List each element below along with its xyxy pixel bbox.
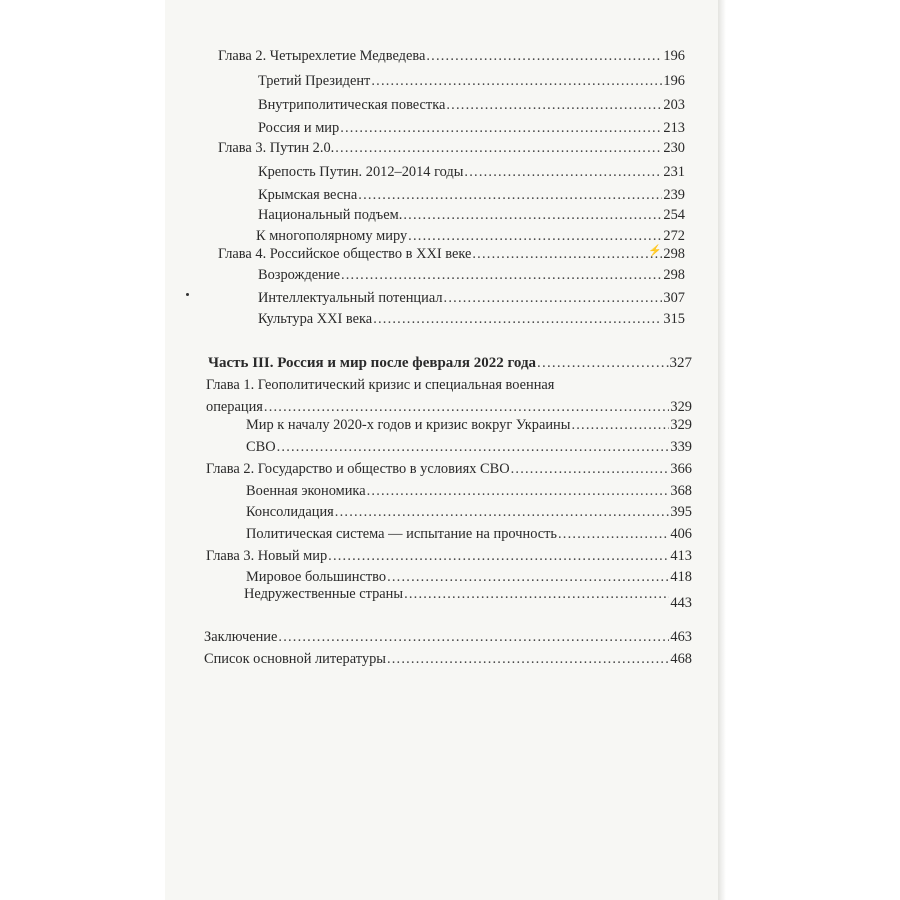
toc-entry-title: Крымская весна xyxy=(258,187,358,203)
toc-entry-title: Список основной литературы xyxy=(204,651,386,667)
toc-entry xyxy=(258,204,685,226)
toc-entry-title: Глава 2. Государство и общество в условиях СВО xyxy=(206,461,510,477)
toc-part-heading xyxy=(208,352,692,374)
lightning-mark-icon: ⚡ xyxy=(648,245,662,257)
toc-entry-page: 196 xyxy=(663,48,685,64)
toc-entry-page: 463 xyxy=(670,629,692,645)
toc-entry xyxy=(246,501,692,523)
toc-entry-page: 327 xyxy=(669,355,692,371)
toc-entry-page: 418 xyxy=(670,569,692,585)
toc-entry-page: 329 xyxy=(670,417,692,433)
toc-entry xyxy=(246,480,692,502)
toc-entry-title: Внутриполитическая повестка xyxy=(258,97,446,113)
toc-entry xyxy=(206,458,692,480)
toc-leader-dots xyxy=(446,94,662,116)
toc-entry-page: 298 xyxy=(663,246,685,262)
toc-leader-dots xyxy=(340,117,662,139)
toc-entry xyxy=(246,523,692,545)
toc-leader-dots xyxy=(371,70,662,92)
toc-entry-page: 366 xyxy=(670,461,692,477)
toc-entry-page: 213 xyxy=(663,120,685,136)
toc-entry-page: 203 xyxy=(663,97,685,113)
toc-entry-title: Культура XXI века xyxy=(258,311,373,327)
toc-leader-dots xyxy=(387,648,669,670)
toc-entry xyxy=(258,308,685,330)
toc-entry-title: Политическая система — испытание на прочность xyxy=(246,526,557,542)
toc-leader-dots xyxy=(558,523,669,545)
toc-entry-title: Глава 2. Четырехлетие Медведева xyxy=(218,48,426,64)
toc-entry-title: Глава 3. Новый мир xyxy=(206,548,328,564)
toc-entry-page: 368 xyxy=(670,483,692,499)
toc-entry-title: Интеллектуальный потенциал xyxy=(258,290,443,306)
toc-entry-page: 272 xyxy=(663,228,685,244)
toc-leader-dots xyxy=(464,161,662,183)
toc-entry xyxy=(258,117,685,139)
toc-entry xyxy=(258,161,685,183)
toc-leader-dots xyxy=(358,184,662,206)
toc-entry-page: 443 xyxy=(670,595,692,611)
toc-leader-dots xyxy=(335,137,662,159)
toc-leader-dots xyxy=(511,458,670,480)
toc-leader-dots xyxy=(373,308,662,330)
toc-entry-title: К многополярному миру xyxy=(256,228,408,244)
toc-entry-page: 231 xyxy=(663,164,685,180)
toc-entry-page: 406 xyxy=(670,526,692,542)
toc-entry-title: Крепость Путин. 2012–2014 годы xyxy=(258,164,464,180)
toc-leader-dots xyxy=(328,545,669,567)
toc-leader-dots xyxy=(404,583,669,605)
toc-leader-dots xyxy=(278,626,669,648)
toc-leader-dots xyxy=(367,480,670,502)
toc-entry-page: 315 xyxy=(663,311,685,327)
toc-chapter-heading: Глава 1. Геополитический кризис и специальная военная xyxy=(206,377,555,393)
toc-entry-page: 230 xyxy=(663,140,685,156)
toc-entry xyxy=(204,626,692,648)
toc-entry-page: 307 xyxy=(663,290,685,306)
toc-entry xyxy=(258,70,685,92)
toc-entry-title: Часть III. Россия и мир после февраля 2022 года xyxy=(208,355,537,371)
toc-entry xyxy=(246,436,692,458)
toc-entry-title: операция xyxy=(206,399,263,415)
toc-entry-title: Россия и мир xyxy=(258,120,340,136)
toc-leader-dots xyxy=(403,204,662,226)
toc-entry-title: Глава 4. Российское общество в XXI веке xyxy=(218,246,472,262)
toc-entry-title: Третий Президент xyxy=(258,73,371,89)
toc-entry-title: Глава 3. Путин 2.0. xyxy=(218,140,335,156)
toc-entry xyxy=(258,287,685,309)
toc-entry-page: 298 xyxy=(663,267,685,283)
toc-entry-page: 395 xyxy=(670,504,692,520)
toc-entry-title: СВО xyxy=(246,439,276,455)
ink-speck xyxy=(186,293,189,296)
toc-entry-title: Возрождение xyxy=(258,267,340,283)
toc-entry-page: 329 xyxy=(670,399,692,415)
toc-leader-dots xyxy=(444,287,663,309)
toc-leader-dots xyxy=(277,436,670,458)
toc-entry-title: Недружественные страны xyxy=(244,586,404,602)
toc-entry-page: 339 xyxy=(670,439,692,455)
toc-entry xyxy=(218,45,685,67)
toc-entry-page: 239 xyxy=(663,187,685,203)
toc-entry xyxy=(244,583,692,611)
toc-leader-dots xyxy=(571,414,669,436)
toc-leader-dots xyxy=(335,501,670,523)
toc-leader-dots xyxy=(537,352,668,374)
toc-entry xyxy=(258,264,685,286)
toc-entry xyxy=(246,414,692,436)
toc-entry-page: 468 xyxy=(670,651,692,667)
toc-leader-dots xyxy=(341,264,662,286)
toc-entry-title: Мир к началу 2020-х годов и кризис вокруг Украины xyxy=(246,417,571,433)
toc-entry xyxy=(218,137,685,159)
toc-entry xyxy=(206,545,692,567)
toc-entry-title: Мировое большинство xyxy=(246,569,387,585)
toc-entry-title: Заключение xyxy=(204,629,278,645)
toc-entry-title: Национальный подъем. xyxy=(258,207,403,223)
toc-entry-title: Военная экономика xyxy=(246,483,366,499)
toc-leader-dots xyxy=(426,45,662,67)
toc-entry xyxy=(258,94,685,116)
toc-leader-dots xyxy=(472,243,662,265)
toc-entry-page: 196 xyxy=(663,73,685,89)
toc-entry xyxy=(258,184,685,206)
toc-entry-title: Консолидация xyxy=(246,504,334,520)
toc-entry xyxy=(204,648,692,670)
toc-entry-page: 254 xyxy=(663,207,685,223)
toc-entry-page: 413 xyxy=(670,548,692,564)
toc-entry xyxy=(218,243,685,265)
